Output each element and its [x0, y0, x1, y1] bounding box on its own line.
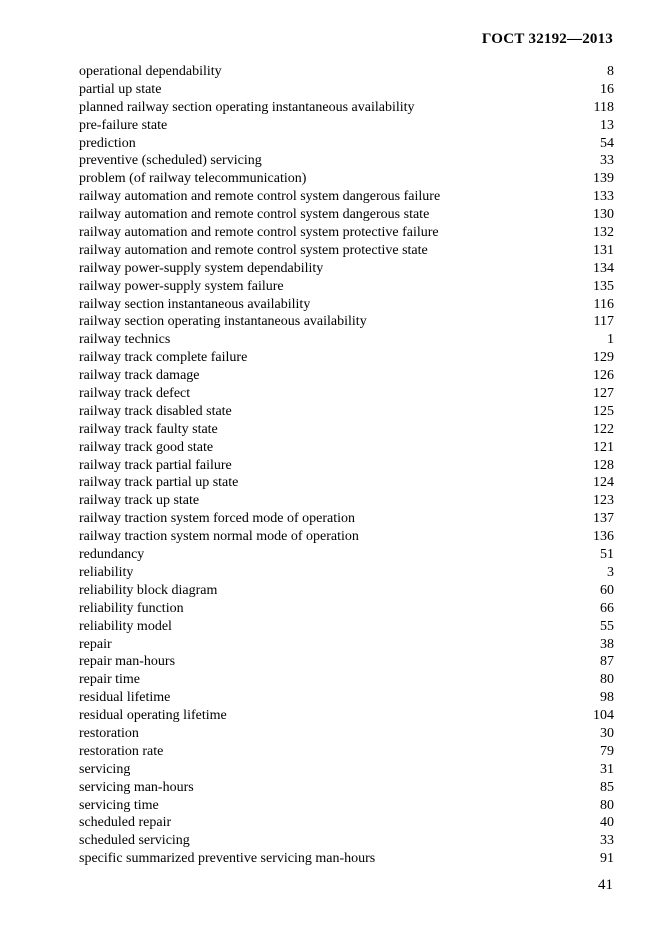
- index-term: residual operating lifetime: [79, 708, 227, 724]
- index-term: specific summarized preventive servicing man-hours: [79, 851, 376, 867]
- index-term: railway section operating instantaneous availability: [79, 314, 367, 330]
- index-term-number: 118: [593, 99, 614, 115]
- index-term-number: 60: [600, 582, 614, 598]
- index-term-number: 38: [600, 636, 614, 652]
- index-entry: [79, 313, 614, 331]
- index-entry: [79, 188, 614, 206]
- index-entry: [79, 546, 614, 564]
- index-term-number: 137: [593, 511, 614, 527]
- term-index-list: [79, 63, 614, 868]
- index-term: partial up state: [79, 81, 162, 97]
- index-term: prediction: [79, 135, 136, 151]
- index-term: operational dependability: [79, 64, 222, 79]
- index-term: railway track partial failure: [79, 457, 232, 473]
- index-entry: [79, 510, 614, 528]
- index-term-number: 85: [600, 779, 614, 795]
- index-term-number: 126: [593, 368, 614, 384]
- index-term: railway automation and remote control system dangerous state: [79, 207, 430, 223]
- index-entry: [79, 117, 614, 135]
- index-term: railway section instantaneous availability: [79, 296, 311, 312]
- index-term-number: 116: [593, 296, 614, 312]
- index-term: repair: [79, 636, 112, 652]
- index-entry: [79, 242, 614, 260]
- index-term-number: 130: [593, 207, 614, 223]
- index-term: railway power-supply system failure: [79, 278, 284, 294]
- index-term-number: 98: [600, 690, 614, 706]
- index-term: scheduled servicing: [79, 833, 190, 849]
- index-entry: [79, 331, 614, 349]
- index-entry: [79, 832, 614, 850]
- index-entry: [79, 421, 614, 439]
- index-term: scheduled repair: [79, 815, 172, 831]
- index-term-number: 136: [593, 529, 614, 545]
- index-term-number: 66: [600, 600, 614, 616]
- index-term: railway technics: [79, 332, 171, 348]
- index-term-number: 124: [593, 475, 614, 491]
- index-term-number: 131: [593, 242, 614, 258]
- index-term: railway track up state: [79, 493, 200, 509]
- index-term-number: 135: [593, 278, 614, 294]
- index-term-number: 8: [607, 64, 614, 79]
- index-term: planned railway section operating instantaneous availability: [79, 99, 415, 115]
- index-entry: [79, 385, 614, 403]
- index-term-number: 40: [600, 815, 614, 831]
- index-entry: [79, 492, 614, 510]
- index-term: railway track partial up state: [79, 475, 239, 491]
- index-term-number: 134: [593, 260, 614, 276]
- index-entry: [79, 278, 614, 296]
- index-term-number: 132: [593, 225, 614, 241]
- index-term: servicing time: [79, 797, 159, 813]
- index-entry: [79, 689, 614, 707]
- index-term: redundancy: [79, 547, 145, 563]
- index-term: preventive (scheduled) servicing: [79, 153, 262, 169]
- index-term-number: 122: [593, 421, 614, 437]
- index-entry: [79, 653, 614, 671]
- index-entry: [79, 761, 614, 779]
- index-term-number: 123: [593, 493, 614, 509]
- index-term: railway automation and remote control system protective failure: [79, 225, 439, 241]
- index-term: railway track disabled state: [79, 403, 232, 419]
- index-term: repair man-hours: [79, 654, 176, 670]
- index-entry: [79, 260, 614, 278]
- index-term-number: 87: [600, 654, 614, 670]
- index-term: residual lifetime: [79, 690, 171, 706]
- index-term: reliability: [79, 564, 134, 580]
- index-term-number: 117: [593, 314, 614, 330]
- index-entry: [79, 224, 614, 242]
- index-entry: [79, 707, 614, 725]
- index-entry: [79, 814, 614, 832]
- index-entry: [79, 170, 614, 188]
- index-entry: [79, 349, 614, 367]
- index-entry: [79, 779, 614, 797]
- index-term: railway track damage: [79, 368, 200, 384]
- index-term-number: 91: [600, 851, 614, 867]
- index-term-number: 104: [593, 708, 614, 724]
- index-term-number: 30: [600, 725, 614, 741]
- index-term: railway automation and remote control system dangerous failure: [79, 189, 441, 205]
- index-entry: [79, 63, 614, 81]
- index-term: railway traction system normal mode of operation: [79, 529, 359, 545]
- index-term-number: 51: [600, 547, 614, 563]
- index-term-number: 1: [607, 332, 614, 348]
- index-entry: [79, 135, 614, 153]
- index-term-number: 139: [593, 171, 614, 187]
- index-term-number: 128: [593, 457, 614, 473]
- index-term-number: 80: [600, 672, 614, 688]
- index-term-number: 33: [600, 153, 614, 169]
- index-entry: [79, 296, 614, 314]
- index-entry: [79, 618, 614, 636]
- document-header: ГОСТ 32192—2013: [481, 31, 613, 47]
- index-term: servicing: [79, 761, 131, 777]
- index-term: railway track defect: [79, 386, 191, 402]
- index-entry: [79, 81, 614, 99]
- index-entry: [79, 850, 614, 868]
- index-entry: [79, 439, 614, 457]
- index-entry: [79, 725, 614, 743]
- index-term: railway traction system forced mode of operation: [79, 511, 356, 527]
- index-entry: [79, 457, 614, 475]
- index-entry: [79, 206, 614, 224]
- index-term: reliability block diagram: [79, 582, 218, 598]
- index-term-number: 79: [600, 743, 614, 759]
- index-entry: [79, 636, 614, 654]
- index-entry: [79, 600, 614, 618]
- index-term-number: 55: [600, 618, 614, 634]
- index-term: pre-failure state: [79, 117, 168, 133]
- index-term-number: 54: [600, 135, 614, 151]
- index-term: restoration: [79, 725, 139, 741]
- index-term-number: 80: [600, 797, 614, 813]
- index-term: railway power-supply system dependability: [79, 260, 324, 276]
- index-term: railway automation and remote control system protective state: [79, 242, 428, 258]
- index-term-number: 133: [593, 189, 614, 205]
- index-entry: [79, 367, 614, 385]
- page-number: 41: [598, 877, 613, 893]
- index-term: repair time: [79, 672, 141, 688]
- index-entry: [79, 99, 614, 117]
- index-term: reliability model: [79, 618, 172, 634]
- index-term: restoration rate: [79, 743, 164, 759]
- index-entry: [79, 743, 614, 761]
- index-term-number: 127: [593, 386, 614, 402]
- index-term: railway track good state: [79, 439, 214, 455]
- index-term: servicing man-hours: [79, 779, 194, 795]
- index-term-number: 129: [593, 350, 614, 366]
- index-term-number: 31: [600, 761, 614, 777]
- index-term-number: 33: [600, 833, 614, 849]
- index-term-number: 125: [593, 403, 614, 419]
- index-term-number: 121: [593, 439, 614, 455]
- index-entry: [79, 671, 614, 689]
- index-entry: [79, 797, 614, 815]
- index-entry: [79, 582, 614, 600]
- index-term: railway track faulty state: [79, 421, 218, 437]
- index-entry: [79, 474, 614, 492]
- index-term: railway track complete failure: [79, 350, 248, 366]
- index-entry: [79, 403, 614, 421]
- index-term: reliability function: [79, 600, 184, 616]
- index-term: problem (of railway telecommunication): [79, 171, 307, 187]
- index-entry: [79, 528, 614, 546]
- index-entry: [79, 152, 614, 170]
- index-term-number: 13: [600, 117, 614, 133]
- index-entry: [79, 564, 614, 582]
- index-term-number: 16: [600, 81, 614, 97]
- index-term-number: 3: [607, 564, 614, 580]
